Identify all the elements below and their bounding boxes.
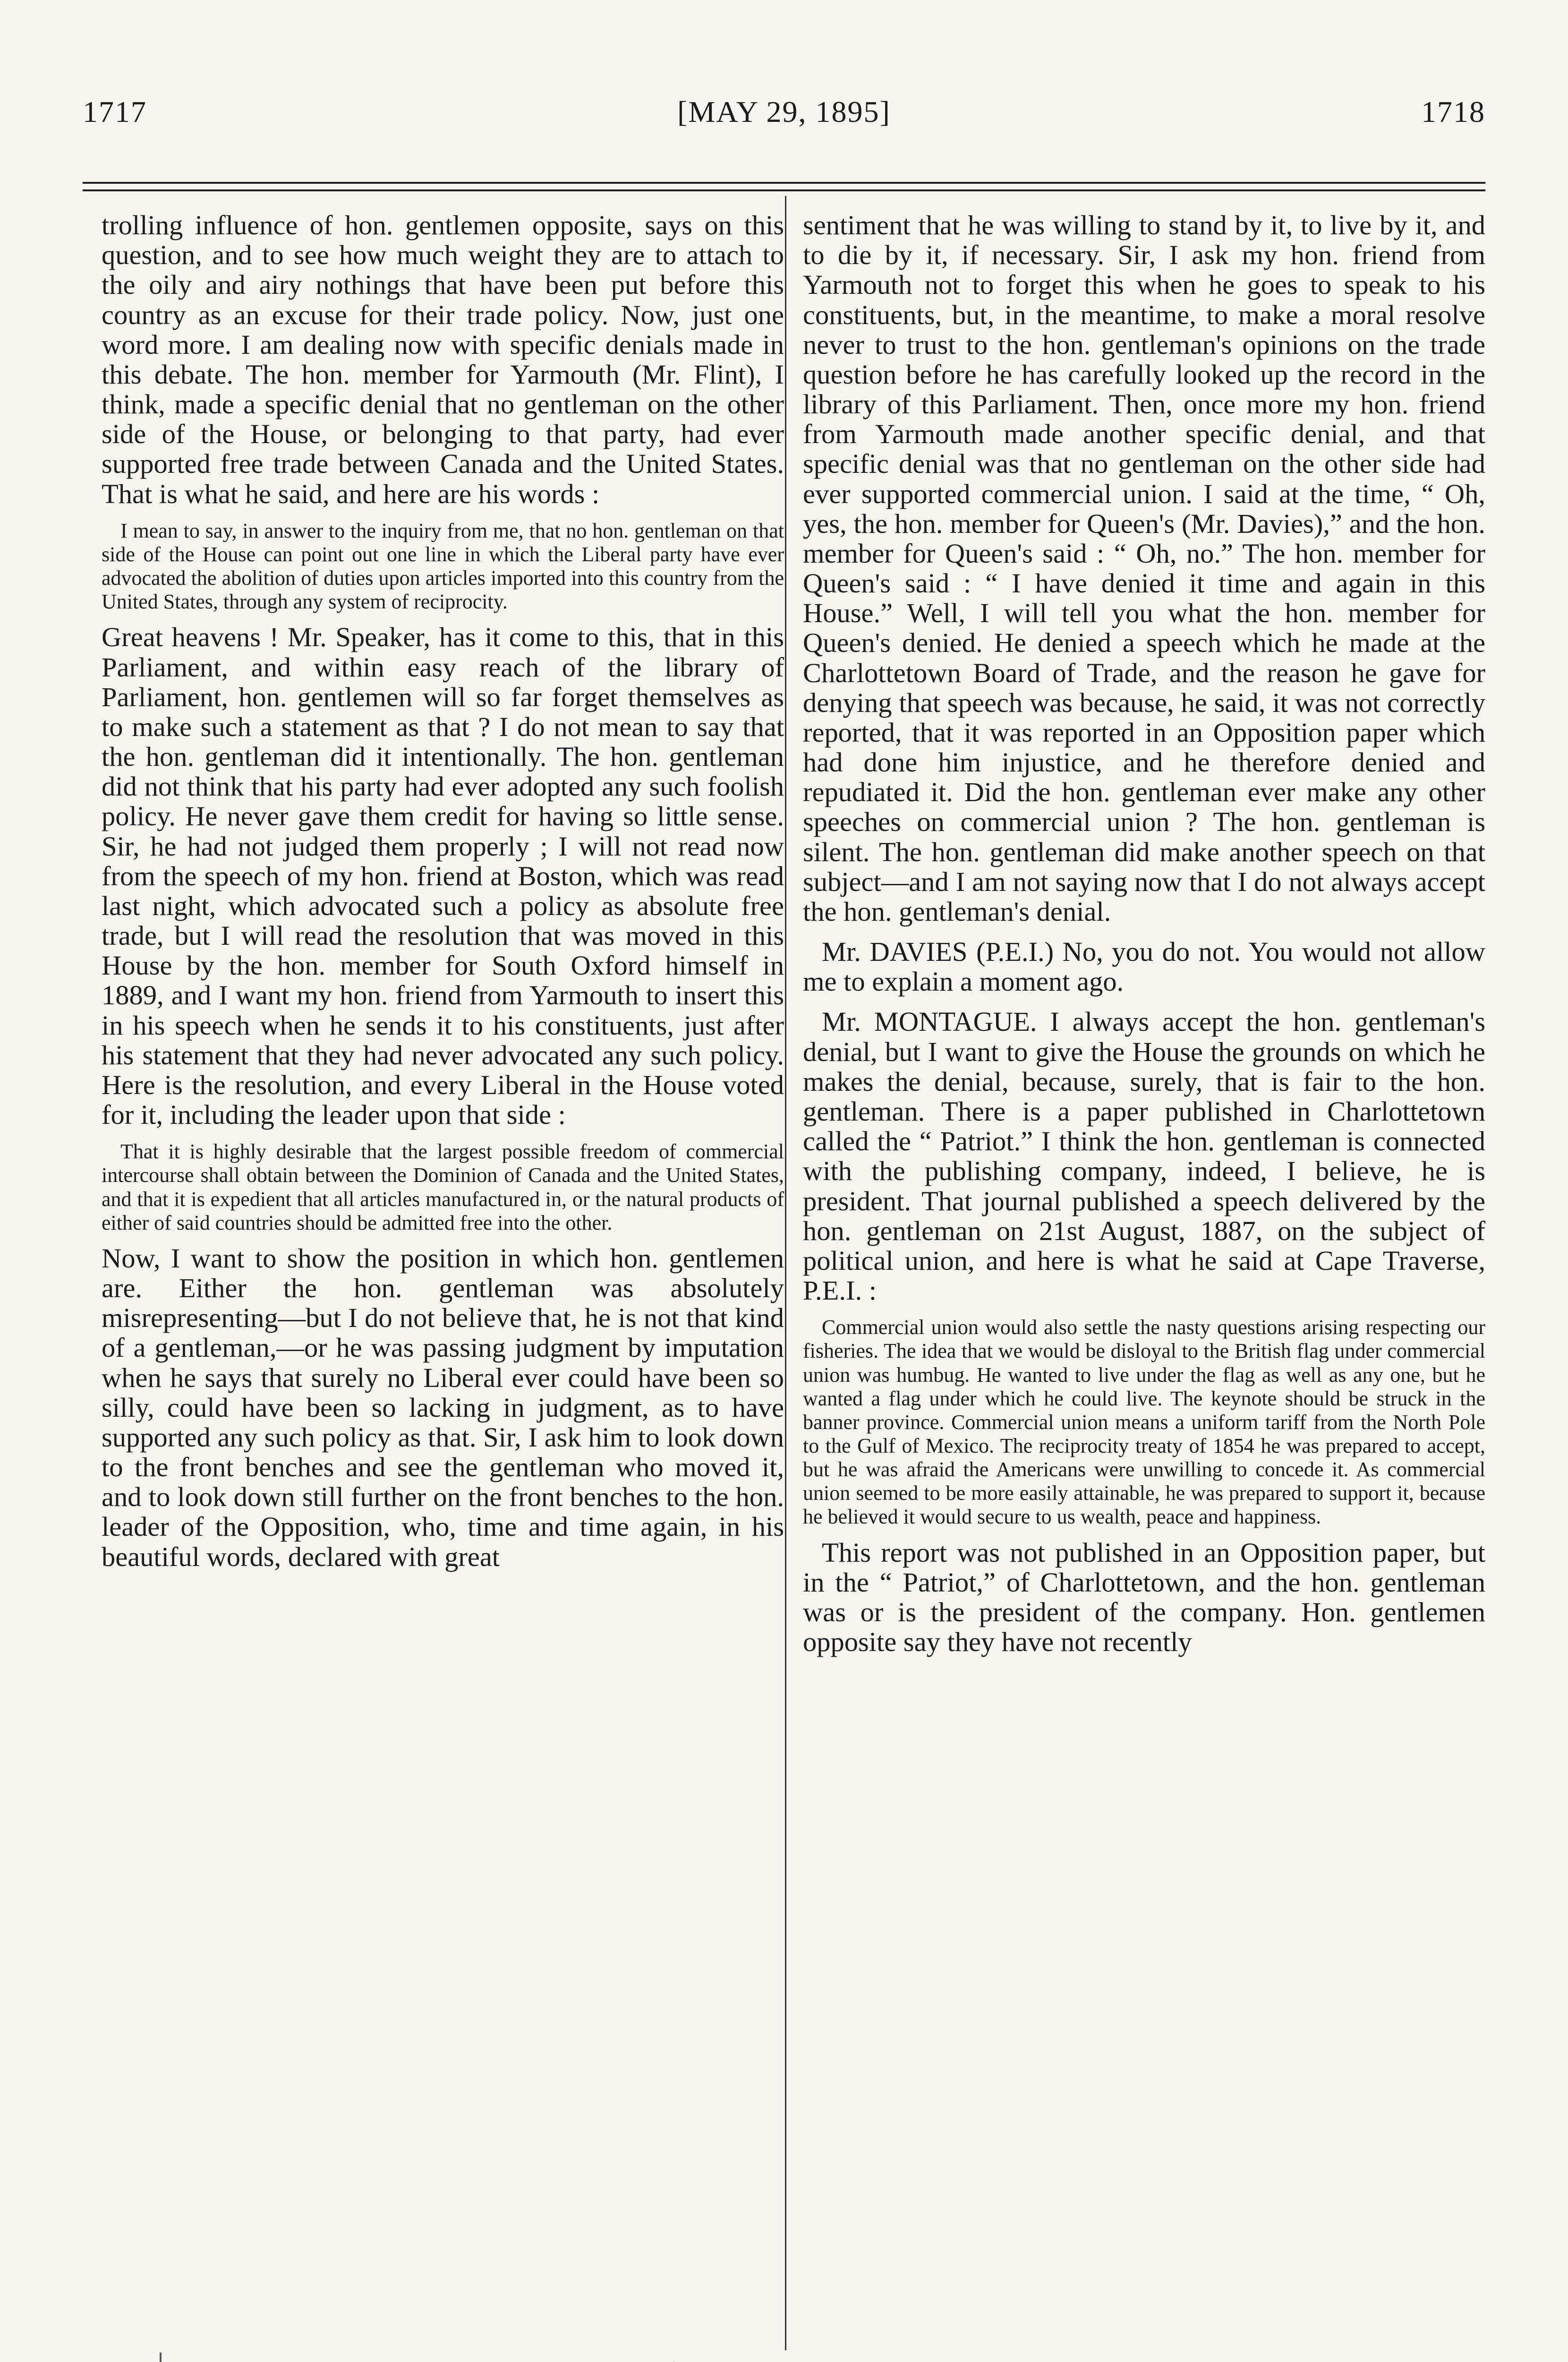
header-rule-bottom — [83, 189, 1485, 191]
right-paragraph-1: sentiment that he was willing to stand by it, to live by it, and to die by it, if necessary. Sir, I ask my hon. friend from Yarmouth not to forget this when he goes to speak to his constituents, but, in the meantime, to make a moral resolve never to trust to the hon. gentleman's opinions on the trade question before he has carefully looked up the record in the library of this Parliament. Then, once more my hon. friend from Yarmouth made another specific denial, and that specific denial was that no gentleman on the other side had ever supported commercial union. I said at the time, “ Oh, yes, the hon. member for Queen's (Mr. Davies),” and the hon. member for Queen's said : “ Oh, no.” The hon. member for Queen's said : “ I have denied it time and again in this House.” Well, I will tell you what the hon. member for Queen's denied. He denied a speech which he made at the Charlottetown Board of Trade, and the reason he gave for denying that speech was because, he said, it was not correctly reported, that it was reported in an Opposition paper which had done him injustice, and he therefore denied and repudiated it. Did the hon. gentleman ever make any other speeches on commercial union ? The hon. gentleman is silent. The hon. gentleman did make another speech on that subject—and I am not saying now that I do not always accept the hon. gentleman's denial. — [803, 210, 1485, 927]
right-paragraph-davies: Mr. DAVIES (P.E.I.) No, you do not. You would not allow me to explain a moment ago. — [803, 936, 1485, 997]
right-column — [803, 210, 1485, 2298]
left-quote-1-text: I mean to say, in answer to the inquiry from me, that no hon. gentleman on that side of the House can point out one line in which the Liberal party have ever advocated the abolition of duties upon articles imported into this country from the United States, through any system of reciprocity. — [102, 519, 784, 614]
header-date: [MAY 29, 1895] — [677, 95, 891, 128]
margin-mark — [160, 2353, 162, 2362]
left-column — [102, 210, 784, 2298]
header-rule-top — [83, 182, 1485, 184]
column-divider — [785, 196, 786, 2350]
left-quote-2-text: That it is highly desirable that the largest possible freedom of commercial intercourse shall obtain between the Dominion of Canada and the United States, and that it is expedient that all articles manufactured in, or the natural products of either of said countries should be admitted free into the other. — [102, 1140, 784, 1234]
left-quote-2 — [102, 1140, 784, 1235]
right-paragraph-4: This report was not published in an Opposition paper, but in the “ Patriot,” of Charlottetown, and the hon. gentleman was or is the president of the company. Hon. gentlemen opposite say they have not recently — [803, 1537, 1485, 1658]
right-quote-1-text: Commercial union would also settle the nasty questions arising respecting our fisheries. The idea that we would be disloyal to the British flag under commercial union was humbug. He wanted to live under the flag as well as any one, but he wanted a flag under which he could live. The keynote should be struck in the banner province. Commercial union means a uniform tariff from the North Pole to the Gulf of Mexico. The reciprocity treaty of 1854 he was prepared to accept, but he was afraid the Americans were unwilling to concede it. As commercial union seemed to be more easily attainable, he was prepared to support it, because he believed it would secure to us wealth, peace and happiness. — [803, 1316, 1485, 1529]
left-paragraph-2: Great heavens ! Mr. Speaker, has it come to this, that in this Parliament, and within easy reach of the library of Parliament, hon. gentlemen will so far forget themselves as to make such a statement as that ? I do not mean to say that the hon. gentleman did it intentionally. The hon. gentleman did not think that his party had ever adopted any such foolish policy. He never gave them credit for having so little sense. Sir, he had not judged them properly ; I will not read now from the speech of my hon. friend at Boston, which was read last night, which advocated such a policy as absolute free trade, but I will read the resolution that was moved in this House by the hon. member for South Oxford himself in 1889, and I want my hon. friend from Yarmouth to insert this in his speech when he sends it to his constituents, just after his statement that they had never advocated any such policy. Here is the resolution, and every Liberal in the House voted for it, including the leader upon that side : — [102, 622, 784, 1130]
page-header — [83, 94, 1485, 137]
left-quote-1 — [102, 519, 784, 614]
left-paragraph-1: trolling influence of hon. gentlemen opposite, says on this question, and to see how much weight they are to attach to the oily and airy nothings that have been put before this country as an excuse for their trade policy. Now, just one word more. I am dealing now with specific denials made in this debate. The hon. member for Yarmouth (Mr. Flint), I think, made a specific denial that no gentleman on the other side of the House, or belonging to that party, had ever supported free trade between Canada and the United States. That is what he said, and here are his words : — [102, 210, 784, 509]
left-paragraph-3: Now, I want to show the position in which hon. gentlemen are. Either the hon. gentleman was absolutely misrepresenting—but I do not believe that, he is not that kind of a gentleman,—or he was passing judgment by imputation when he says that surely no Liberal ever could have been so silly, could have been so lacking in judgment, as to have supported any such policy as that. Sir, I ask him to look down to the front benches and see the gentleman who moved it, and to look down still further on the front benches to the hon. leader of the Opposition, who, time and time again, in his beautiful words, declared with great — [102, 1242, 784, 1572]
right-paragraph-montague: Mr. MONTAGUE. I always accept the hon. gentleman's denial, but I want to give the House the grounds on which he makes the denial, because, surely, that is fair to the hon. gentleman. There is a paper published in Charlottetown called the “ Patriot.” I think the hon. gentleman is connected with the publishing company, indeed, I believe, he is president. That journal published a speech delivered by the hon. gentleman on 21st August, 1887, on the subject of political union, and here is what he said at Cape Traverse, P.E.I. : — [803, 1006, 1485, 1306]
printer-ornament-icon — [659, 2360, 687, 2362]
page-number-right: 1718 — [1421, 95, 1485, 128]
right-quote-1 — [803, 1316, 1485, 1529]
page-number-left: 1717 — [83, 95, 147, 128]
